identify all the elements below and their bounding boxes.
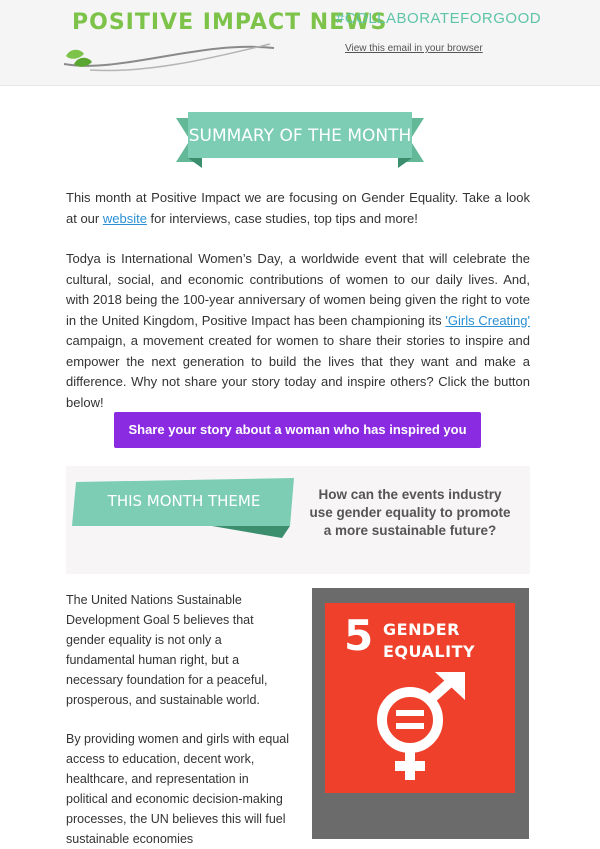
summary-p2-text-a: Todya is International Women’s Day, a worldwide event that will celebrate the cultural, social, and economic contributions of women to our daily lives. And, with 2018 being the 100-year anniversary of women being given the right to vote in the United Kingdom, Positive Impact has been championing its	[66, 251, 530, 328]
email-header	[0, 0, 600, 86]
hashtag: #COLLABORATEFORGOOD	[336, 10, 542, 27]
summary-p2-text-b: campaign, a movement created for women to share their stories to inspire and empower the next generation to build the lives that they want and make a difference. Why not share your story today and inspire others? Click the button below!	[66, 333, 530, 410]
website-link[interactable]: website	[102, 210, 147, 226]
view-in-browser-link[interactable]: View this email in your browser	[345, 43, 483, 54]
sdg-title-line-1: GENDER	[383, 620, 460, 639]
summary-paragraph-2	[66, 249, 530, 413]
gender-equality-icon	[365, 672, 475, 784]
summary-banner	[176, 112, 424, 168]
logo[interactable]	[60, 6, 388, 78]
girls-creating-link[interactable]: 'Girls Creating'	[445, 312, 530, 328]
summary-p1-text-b: for interviews, case studies, top tips and more!	[146, 210, 418, 226]
summary-p1-text-a: This month at Positive Impact we are focusing on Gender Equality. Take a look at our	[66, 190, 530, 226]
theme-question: How can the events industry use gender equality to promote a more sustainable future?	[309, 487, 511, 538]
summary-banner-title: SUMMARY OF THE MONTH	[188, 126, 412, 146]
share-story-button[interactable]: Share your story about a woman who has inspired you	[114, 412, 481, 448]
body-paragraph-1: The United Nations Sustainable Development Goal 5 believes that gender equality is not only a fundamental human right, but a necessary foundation for a peaceful, prosperous, and sustainable world.	[66, 593, 268, 707]
leaf-swoosh-icon	[60, 34, 280, 78]
sdg-number: 5	[344, 611, 374, 660]
theme-banner	[72, 476, 296, 538]
body-paragraph-2: By providing women and girls with equal access to education, decent work, healthcare, and representation in political and economic decision-making processes, the UN believes this will fuel sustainable economies	[66, 732, 290, 846]
logo-text: POSITIVE IMPACT NEWS	[72, 10, 388, 35]
sdg-title-line-2: EQUALITY	[383, 642, 476, 661]
summary-paragraph-1	[66, 188, 530, 229]
theme-banner-title: THIS MONTH THEME	[107, 492, 261, 510]
